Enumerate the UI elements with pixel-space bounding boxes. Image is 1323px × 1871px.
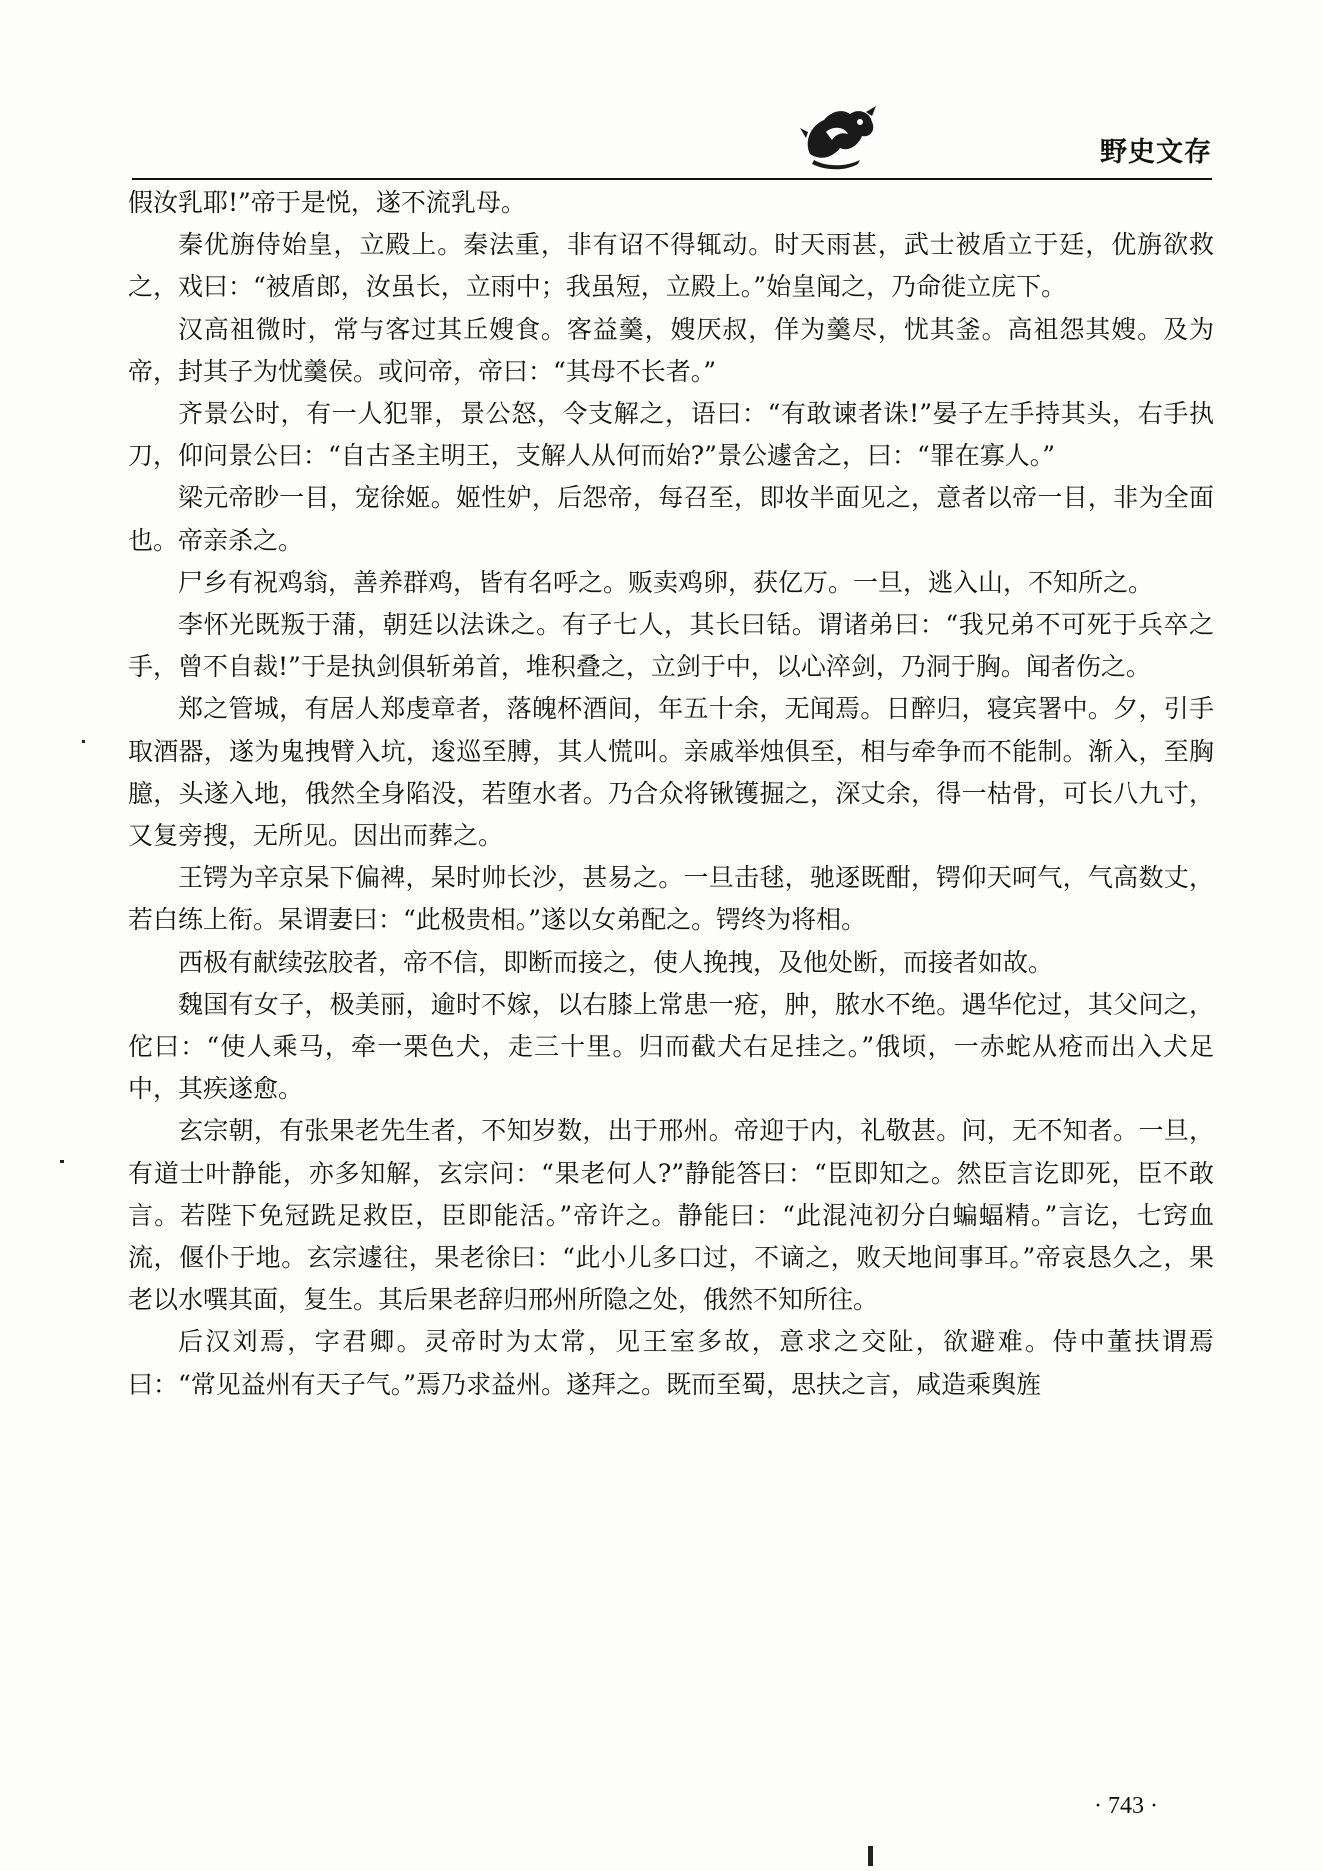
paragraph: 西极有献续弦胶者，帝不信，即断而接之，使人挽拽，及他处断，而接者如故。 [178,947,1054,977]
paragraph: 李怀光既叛于蒲，朝廷以法诛之。有子七人，其长曰铦。谓诸弟曰：“我兄弟不可死于兵卒之手，曾不自裁!”于是执剑俱斩弟首，堆积叠之，立剑于中，以心淬剑，乃洞于胸。闻者伤之。 [128,610,1214,682]
scan-speck [60,1160,64,1163]
paragraph: 齐景公时，有一人犯罪，景公怒，令支解之，语曰：“有敢谏者诛!”晏子左手持其头，右手执刀，仰问景公曰：“自古圣主明王，支解人从何而始?”景公遽舍之，曰：“罪在寡人。” [128,399,1214,471]
text-body [128,182,1214,1406]
dragon-emblem-icon [800,102,880,174]
page-header [132,90,1212,186]
page-number: · 743 · [1094,1793,1158,1819]
paragraph: 汉高祖微时，常与客过其丘嫂食。客益羹，嫂厌叔，佯为羹尽，忧其釜。高祖怨其嫂。及为帝，封其子为忧羹侯。或问帝，帝曰：“其母不长者。” [128,314,1214,386]
paragraph: 假汝乳耶!”帝于是悦，遂不流乳母。 [128,188,526,217]
paragraph: 梁元帝眇一目，宠徐姬。姬性妒，后怨帝，每召至，即妆半面见之，意者以帝一目，非为全面也。帝亲杀之。 [128,483,1214,555]
paragraph: 魏国有女子，极美丽，逾时不嫁，以右膝上常患一疮，肿，脓水不绝。遇华佗过，其父问之，佗曰：“使人乘马，牵一栗色犬，走三十里。归而截犬右足挂之。”俄顷，一赤蛇从疮而出入犬足中，其疾遂愈。 [128,989,1214,1104]
header-rule [132,178,1212,180]
paragraph: 后汉刘焉，字君卿。灵帝时为太常，见王室多故，意求之交阯，欲避难。侍中董扶谓焉曰：“常见益州有天子气。”焉乃求益州。遂拜之。既而至蜀，思扶之言，咸造乘舆旌 [128,1327,1214,1399]
scan-speck [82,740,85,743]
paragraph: 王锷为辛京杲下偏裨，杲时帅长沙，甚易之。一旦击毬，驰逐既酣，锷仰天呵气，气高数丈，若白练上衔。杲谓妻曰：“此极贵相。”遂以女弟配之。锷终为将相。 [128,863,1214,935]
paragraph: 秦优旃侍始皇，立殿上。秦法重，非有诏不得辄动。时天雨甚，武士被盾立于廷，优旃欲救之，戏曰：“被盾郎，汝虽长，立雨中；我虽短，立殿上。”始皇闻之，乃命徙立庑下。 [128,230,1214,302]
paragraph: 尸乡有祝鸡翁，善养群鸡，皆有名呼之。贩卖鸡卵，获亿万。一旦，逃入山，不知所之。 [178,567,1154,597]
header-title: 野史文存 [1100,137,1212,168]
paragraph: 郑之管城，有居人郑虔章者，落魄杯酒间，年五十余，无闻焉。日醉归，寝宾署中。夕，引手取酒器，遂为鬼拽臂入坑，逡巡至膊，其人慌叫。亲戚举烛俱至，相与牵争而不能制。渐入，至胸臆，头遂入地，俄然全身陷没，若堕水者。乃合众将锹镬掘之，深丈余，得一枯骨，可长八九寸，又复旁搜，无所见。因出而葬之。 [128,694,1214,851]
scan-speck [868,1846,873,1866]
paragraph: 玄宗朝，有张果老先生者，不知岁数，出于邢州。帝迎于内，礼敬甚。问，无不知者。一旦，有道士叶静能，亦多知解，玄宗问：“果老何人?”静能答曰：“臣即知之。然臣言讫即死，臣不敢言。若陛下免冠跣足救臣，臣即能活。”帝许之。静能曰：“此混沌初分白蝙蝠精。”言讫，七窍血流，偃仆于地。玄宗遽往，果老徐曰：“此小儿多口过，不谪之，败天地间事耳。”帝哀恳久之，果老以水噀其面，复生。其后果老辞归邢州所隐之处，俄然不知所往。 [128,1116,1214,1315]
